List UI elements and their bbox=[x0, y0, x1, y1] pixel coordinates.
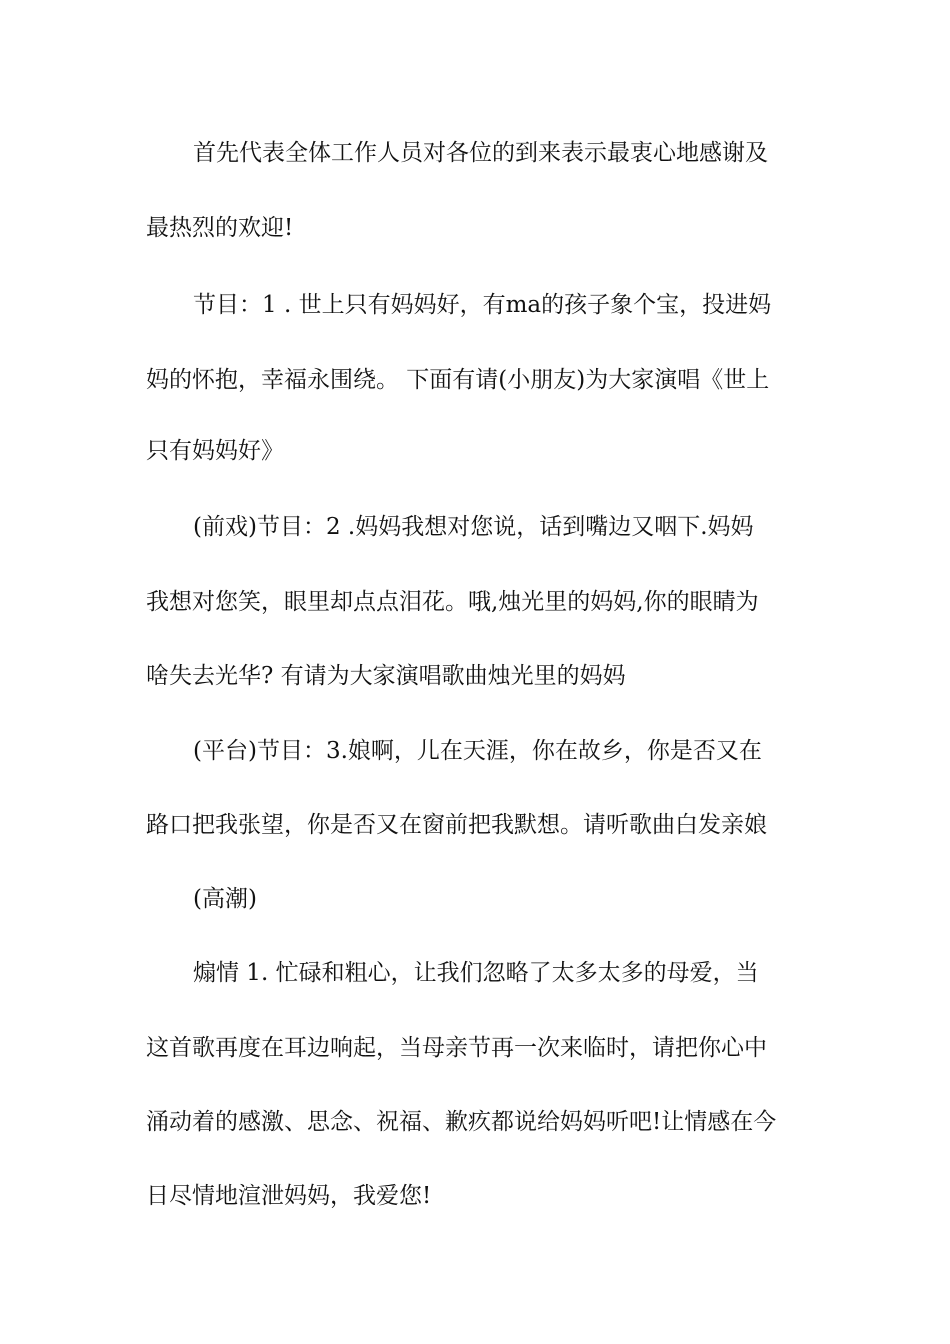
paragraph-6-line-2: 这首歌再度在耳边响起，当母亲节再一次来临时，请把你心中 bbox=[146, 1035, 767, 1061]
paragraph-5-line-1: (高潮) bbox=[193, 886, 257, 912]
paragraph-3-line-2: 我想对您笑，眼里却点点泪花。哦,烛光里的妈妈,你的眼睛为 bbox=[146, 589, 759, 615]
paragraph-1-line-1: 首先代表全体工作人员对各位的到来表示最衷心地感谢及 bbox=[193, 140, 768, 166]
paragraph-2-line-3: 只有妈妈好》 bbox=[146, 438, 284, 464]
paragraph-4-line-1: (平台)节目：3.娘啊，儿在天涯，你在故乡，你是否又在 bbox=[193, 738, 762, 764]
paragraph-6-line-3: 涌动着的感激、思念、祝福、歉疚都说给妈妈听吧!让情感在今 bbox=[146, 1109, 777, 1135]
paragraph-2-line-1: 节目：1 . 世上只有妈妈好，有ma的孩子象个宝，投进妈 bbox=[193, 292, 772, 318]
paragraph-6-line-1: 煽情 1. 忙碌和粗心，让我们忽略了太多太多的母爱，当 bbox=[193, 960, 759, 986]
paragraph-3-line-3: 啥失去光华? 有请为大家演唱歌曲烛光里的妈妈 bbox=[146, 663, 626, 689]
paragraph-2-line-2: 妈的怀抱，幸福永围绕。 下面有请(小朋友)为大家演唱《世上 bbox=[146, 367, 770, 393]
paragraph-4-line-2: 路口把我张望，你是否又在窗前把我默想。请听歌曲白发亲娘 bbox=[146, 812, 767, 838]
paragraph-6-line-4: 日尽情地渲泄妈妈，我爱您! bbox=[146, 1183, 432, 1209]
paragraph-1-line-2: 最热烈的欢迎! bbox=[146, 215, 294, 241]
paragraph-3-line-1: (前戏)节目：2 .妈妈我想对您说，话到嘴边又咽下.妈妈 bbox=[193, 514, 754, 540]
